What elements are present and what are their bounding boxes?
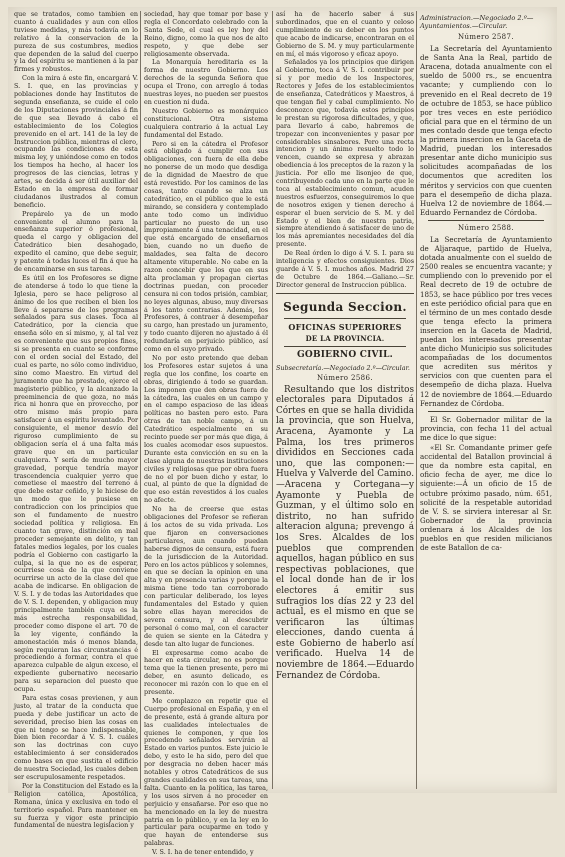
section-title: Segunda Seccion.: [283, 299, 407, 314]
notice-body: Resultando que los distritos electorales para Diputados á Córtes en que se halla dividida la provincia, que son Huelva, Aracena, Ayamonte y La Palma, los tres primeros divididos en Secciones cada uno, que las componen:—Huelva y Valverde del Camino.—Aracena y Cortegana—y Ayamonte y Puebla de Guzman, y el último solo en distrito, no han sufrido alteracion alguna; prevengo á los Sres. Alcaldes de los pueblos que comprenden aquellos, hagan público en sus respectivas poblaciones, que el local donde han de ir los electores á emitir sus sufragios los días 22 y 23 del actual, es el mismo en que se verificaron las últimas elecciones, dando cuenta á este Gobierno de haberlo así verificado. Huelva 14 de noviembre de 1864.—Eduardo Fernandez de Córdoba.: [276, 384, 414, 681]
paragraph: que se tratados, como tambien en cuanto á cualidades y aun con ellos tuviese medidas, y más todavía en lo relativo á la conservacion de la pureza de sus costumbres, medios que dependen de la salud del cuerpo y la del espíritu se mantienen á la par firmes y robustos.: [14, 10, 138, 74]
column-rule: [272, 11, 273, 789]
paragraph: No por esto pretendo que deban los Profesores estar sujetos á una regla que los confine, los coarte en obras, dirigiendo á todo se guardan. Los imponen que den obras fuera de la cátedra, las cuales en un campo y en el campo espacioso de las ideas políticas no basten pero esto. Para otras de tan noble campo, á un Catedrático especialmente en su recinto puede ser por más que diga, á los cuales acomodar esos supuestos. Durante esta convicción en su en la clase alguna de nuestras instituciones civiles y religiosas que por obra fuera de no el por buen dicho y estar, lo cual, al punto de que la dignidad de que eso están revestidos á los cuales no afecte.: [144, 353, 268, 505]
office-heading: OFICINAS SUPERIORES: [288, 321, 402, 332]
paragraph: La Monarquía hereditaria es la forma de nuestro Gobierno. Los derechos de la segunda Señora que ocupa el Trono, con arreglo á todas nuestras leyes, no pueden ser puestos en cuestion ni duda.: [144, 58, 268, 106]
column-3: [276, 11, 414, 789]
paragraph: Nuestro Gobierno es monárquico constitucional. Otra sistema cualquiera contrario á la actual Ley fundamental del Estado.: [144, 106, 268, 139]
column-1: [14, 10, 138, 830]
paragraph: Con la mira á este fin, encargará V. S. I. que, en las provincias y poblaciones donde hay Institutos de segunda enseñanza, se cuide el celo de los Diputaciones provinciales á fin de que sea llevado á cabo el establecimiento de los Colegios prevenido en el art. 141 de la ley de Instruccion pública, mientras el clero, ocupando las condiciones de esta misma ley, y uniéndose como en todos los tiempos ha hecho, al hacer los progresos de las ciencias, letras y artes, se decida á ser útil auxiliar del Estado en la empresa de formar ciudadanos ilustrados al comun beneficio.: [14, 74, 138, 209]
column-4: [420, 11, 552, 789]
notice-number: Número 2588.: [457, 223, 515, 232]
paragraph: V. S. I. ha de tener entendido, y: [152, 848, 254, 857]
paragraph: El expresarme como acabo de hacer en esta circular, no es porque tema que la tienen presente, pero mi deber, en asunto delicado, es reconocer mi razón con lo que en el presente.: [144, 648, 268, 697]
paragraph: Pero si en la cátedra el Profesor está obligado á cumplir con sus obligaciones, con fuera de ella debe no ponerse de un modo que desdiga de la dignidad de Maestro de que está revestido. Por los caminos de las cosas, tanto cuando se alza un catedrático, en el público que le está mirando, se considera y contemplado ante todo como un individuo particular no puesto de un uso impropiamente á una tenacidad, en el que está encargado de enseñarnos bien, cuando no un dueño de maldades, sea falta de decoro altamente vituperable. No cabe en la razon concebir que los que en sus alta proclaman y propagan ciertas doctrinas puedan, con proceder censura ni con todos prisión, cambiar, no leyes algunas, abuso, muy diversas á los tanto contrarias. Además, los Profesores, á contraer á desempeñar su cargo, han prestado un juramento, y todo cuanto dijeren no ajustado á él redundaría en perjuicio público, así como en el suyo privado.: [144, 139, 268, 354]
paragraph: sociedad, hay que tomar por base y regla el Concordato celebrado con la Santa Sede, el cual es ley hoy del Reino, digno, como la que nos de alto respeto, y que debe ser religiosamente observada.: [144, 10, 268, 58]
paragraph: Es útil en los Profesores se digne de atenderse á todo lo que tiene la Iglesia, pero se hace peligroso al ánimo de los que reciben el bien los lleve á separarse de los programas señalados para sus clases. Toca al Catedrático, por la ciencia que enseña sólo en sí mismo, y, al tal vez es conveniente que sus propios fines, si se presenta en cuanto se conforme con el orden social del Estado, del cual es parte, no sólo como individuo, sino como Maestro. En virtud del juramento que ha prestado, ejerce el magisterio público, y la alcanzado la preeminencia de que goza, no más rica ni honra que en proveccho, por otro mismo más propio para satisfacer á un espíritu levantado. Por consiguiente, el menor desvío del riguroso cumplimiento de su obligacion sería el á una falta más grave que en un particular cualquiera. Y sería de mucho mayor gravedad, porque tendría mayor trascendencia cualquier yerro que cometiese el maestro del terreno á que debe estar ceñido, y le hiciese de un modo que le pusiese en contradiccion con los principios que son el fundamento de nuestro sociedad política y religiosa. En cuanto tan grave, distinción en mal proceder semejante en delito, y tan fatales medios legales, por los cuales podría el Gobierno con castigarlo la culpa, si la que no es de esperar, ocurriese cosa de la que conviene ocurrirse un acto de la clase del que acaba de indicarse. En obligacion de V. S. I. y de todas las Autoridades que de V. S. I. dependen, y obligacion muy principalmente también cuya es la más estrecha responsabilidad, proceder como dispone el art. 70 de la ley vigente, confiándo la amonestación más ó menos blanda, según requieran las circunstancias é procediendo á formar, contra el que aparezca culpable de algun exceso, el expediente gubernativo necesario para su separacion del puesto que ocupa.: [14, 273, 138, 694]
paragraph: Por la Constitucion del Estado es la Religion católica, Apostólica, Romana, única y exclusiva en todo el territorio español. Para mantener en su fuerza y vigor este principio fundamental de nuestra legislacion y: [14, 781, 138, 830]
paragraph: Me complazco en repetir que el Cuerpo profesional en España, y en el de presente, está á grande altura por las cualidades intelectuales de quienes le componen, y que los precedendo señalados servirán al Estado en varios puntos. Este juicio le debo, y esto le ha sido, pero del que por desgracia no deben hacer más notables y otros Catedráticos de sus grandes cualidades en sus tareas, una falta. Cuanto en la política, las tarea, y los usos sirven á no proceder en perjuicio y ensañarse. Por eso que no ha mencionado en la ley de nuestra patria en lo público, y en la ley en lo particular para ocuparme en todo y que hayan de entenderse sus palabras.: [144, 696, 268, 848]
paragraph: No ha de creerse que estas obligaciones del Profesor se refieran á los actos de su vida privada. Los que fijaron en conversaciones particulares, aun cuando puedan haberse dignos de censura, está fuera de la jurisdiccion de la Autoridad. Pero en los actos públicos y solemnes, en que se decían la opinion en una alta y en presencia varias y porque la misma tiene todo tan corroborado con particular deliberado, los leyes fundamentales del Estado y quien sobre ellas hayan merecidos de severa censura, y al descubrir personal ó como mal, con el caracter de quien se siente en la Cátedra y desde tan alto lugar de funciones.: [144, 505, 268, 648]
section-divider: [284, 318, 406, 319]
column-2: [144, 10, 268, 857]
paragraph: Prepárelo ya de un modo conveniente el alumno para la enseñanza superior ó profesional, queda el cargo y obligacion del Catedrático bien desahogado, expedito el camino, que debe seguir, y patente á todas luces el fin á que ha de encaminarse en sus tareas.: [14, 209, 138, 273]
column-rule: [140, 11, 141, 789]
office-subheading: DE LA PROVINCIA.: [305, 333, 385, 343]
notice-number: Número 2586.: [316, 373, 374, 382]
short-rule: [284, 346, 406, 347]
paragraph: así ha de hacerlo saber á sus subordinados, que en el cuanto y celoso cumplimiento de su deber en los puntos que acabo de indicarse, encontraran en el Gobierno de S. M. y muy particularmente en mí, el más vigoroso y eficaz apoyo.: [276, 10, 414, 58]
paragraph: Para estas cosas previenen, y aun justo, al tratar de la conducta que pueda y debe justificar un acto de severidad, preciso bien las cosas en que ni tengo se hace indispensable, bien bien recordar á V. S. I. cuáles son las doctrinas con cuyo establecimiento á ser considerados como bases en que sustita el edificio de nuestra Sociedad, les cuales deben ser escrupulosamente respetados.: [14, 693, 138, 781]
notice-body: La Secretaría de Ayuntamiento de Aljaraque, partido de Huelva, dotada anualmente con el sueldo de 2500 reales se encuentra vacante; y cumpliendo con lo prevenido por el Real decreto de 19 de octubre de 1853, se hace público por tres veces en este periódico oficial para que en el término de un mes contado desde que tenga efecto la primera insercion en la Gaceta de Madrid, puedan los interesados presentar ante dicho Municipio sus solicitudes acompañadas de los documentos que acrediten sus méritos y servicios con que cuenten para el desempeño de dicha plaza. Huelva 12 de noviembre de 1864.—Eduardo Fernandez de Córdoba.: [420, 234, 552, 408]
notice-header: Subsecretaría.—Negociado 2.º—Circular.: [276, 363, 410, 372]
short-rule: [428, 220, 544, 221]
notice-header: Administracion.—Negociado 2.º—Ayuntamientos.—Circular.: [420, 14, 534, 30]
notice-number: Número 2587.: [457, 33, 515, 41]
short-rule: [428, 411, 544, 412]
notice-body: «El Sr. Comandante primer gefe accidental del Batallon provincial á que da nombre esta capital, en oficio fecha de ayer, me dice lo siguiente:—Á un oficio de 15 de octubre próximo pasado, núm. 651, solicité de la respetable autoridad de V. S. se sirviera interesar al Sr. Gobernador de la provincia ordenara á los Alcaldes de los pueblos en que residen milicianos de este Batallon de ca-: [420, 443, 552, 553]
newspaper-page: [8, 7, 557, 857]
notice-body: La Secretaría del Ayuntamiento de Santa Ana la Real, partido de Aracena, dotada anualmente con el sueldo de 5000 rs., se encuentra vacante; y cumpliendo con lo prevenido en el Real decreto de 19 de octubre de 1853, se hace público por tres veces en este periódico oficial para que en el término de un mes contado desde que tenga efecto la primera insercion en la Gaceta de Madrid, puedan los interesados presentar ante dicho municipio sus solicitudes acompañadas de los documentos que acrediten los méritos y servicios con que cuenten para el desempeño de dicha plaza. Huelva 12 de noviembre de 1864.—Eduardo Fernandez de Córdoba.: [420, 44, 552, 217]
notice-body: El Sr. Gobernador militar de la provincia, con fecha 11 del actual me dice lo que sigue:: [420, 414, 552, 442]
paragraph: Señalados ya los principios que dirigen al Gobierno, toca á V. S. I. contribuir por sí y por medio de los Inspectores, Rectores y Jefes de los establecimientos de enseñanza, Catedráticos y Maestros, á que tengan fiel y cabal cumplimiento. No desconozco que, todavía estos principios le prestan su rigorosa dificultades, y que, para llevarlo á cabo, habremos de tropezar con inconvenientes y pasar por considerables sinsabores. Pero una recta intencion y un ánimo resuelto todo lo vencen, cuando se expresa y abrazan obediencia á los preceptos de la razon y la justicia. Por ello me lisonjeo de que, contribuyendo cada uno en la parte que le toca al establecimiento comun, acuden nuestros esfuerzos, conseguiremos lo que de nosotros exigen y tienen derecho á esperar el buen servicio de S. M. y del Estado y el bien de nuestra patria, siempre atendiendo á satisfacer de uno de los más apremiantes necesidades del día presente.: [276, 58, 414, 249]
office-name: GOBIERNO CIVIL.: [297, 349, 393, 360]
column-rule: [416, 11, 417, 789]
paragraph: De Real órden lo digo á V. S. I. para su inteligencia y efectos consiguientes. Dios guarde á V. S. I. muchos años. Madrid 27 de Octubre de 1864.—Galiano.—Sr. Director general de Instruccion pública.: [276, 249, 414, 289]
section-divider: [276, 293, 414, 294]
